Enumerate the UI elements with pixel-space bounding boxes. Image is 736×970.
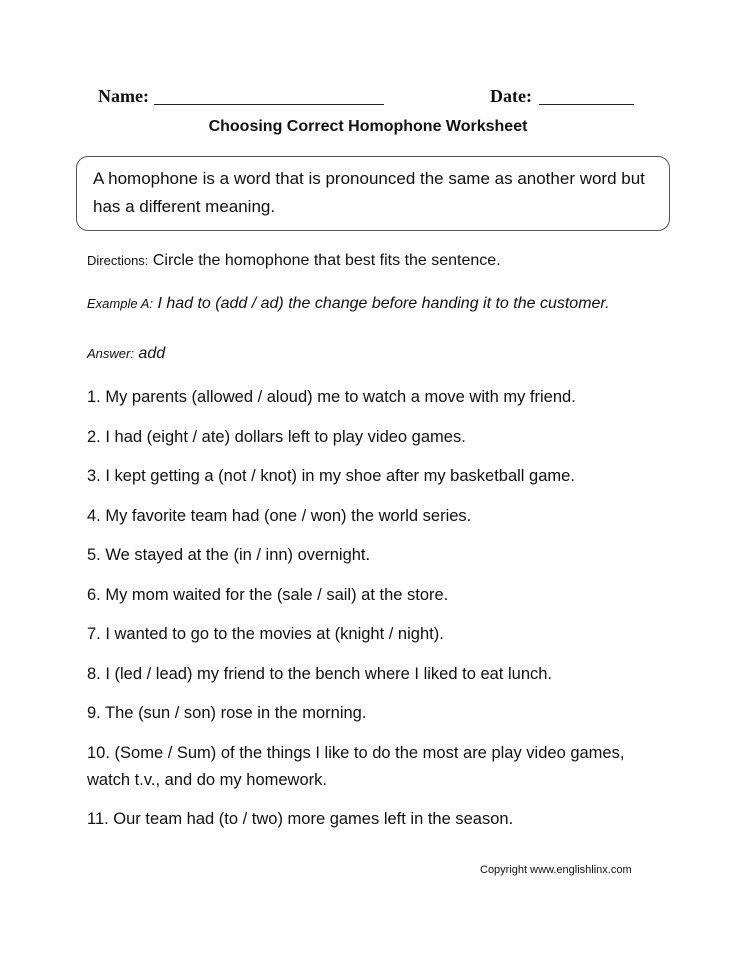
example-text: I had to (add / ad) the change before handing it to the customer. [157, 295, 610, 312]
answer-label: Answer: [87, 346, 134, 361]
question-item: 2. I had (eight / ate) dollars left to play video games. [87, 427, 466, 446]
date-label: Date: [490, 86, 532, 106]
question-list [87, 384, 647, 846]
copyright: Copyright www.englishlinx.com [480, 864, 632, 876]
definition-box [76, 156, 670, 231]
definition-text: A homophone is a word that is pronounced the same as another word but has a different meaning. [93, 169, 645, 216]
header-row [98, 86, 638, 110]
answer-value: add [138, 345, 166, 362]
worksheet-title: Choosing Correct Homophone Worksheet [208, 118, 528, 135]
question-item: 6. My mom waited for the (sale / sail) at the store. [87, 585, 449, 604]
name-label: Name: [98, 86, 149, 106]
date-blank-line[interactable] [539, 104, 634, 105]
question-item: 7. I wanted to go to the movies at (knight / night). [87, 625, 444, 643]
directions [87, 252, 501, 270]
directions-label: Directions: [87, 253, 149, 268]
question-item: 9. The (sun / son) rose in the morning. [87, 704, 367, 722]
question-item: 1. My parents (allowed / aloud) me to watch a move with my friend. [87, 388, 576, 406]
question-item: 4. My favorite team had (one / won) the world series. [87, 506, 472, 525]
example [87, 290, 647, 318]
directions-text: Circle the homophone that best fits the sentence. [152, 252, 501, 269]
example-label: Example A: [87, 296, 153, 311]
name-blank-line[interactable] [154, 104, 384, 105]
question-item: 3. I kept getting a (not / knot) in my shoe after my basketball game. [87, 467, 575, 485]
question-item: 8. I (led / lead) my friend to the bench where I liked to eat lunch. [87, 664, 553, 683]
question-item: 5. We stayed at the (in / inn) overnight. [87, 546, 371, 564]
question-item: 11. Our team had (to / two) more games left in the season. [87, 810, 514, 828]
question-item: 10. (Some / Sum) of the things I like to do the most are play video games, watch t.v., and do my homework. [87, 743, 625, 789]
example-answer [87, 345, 165, 363]
